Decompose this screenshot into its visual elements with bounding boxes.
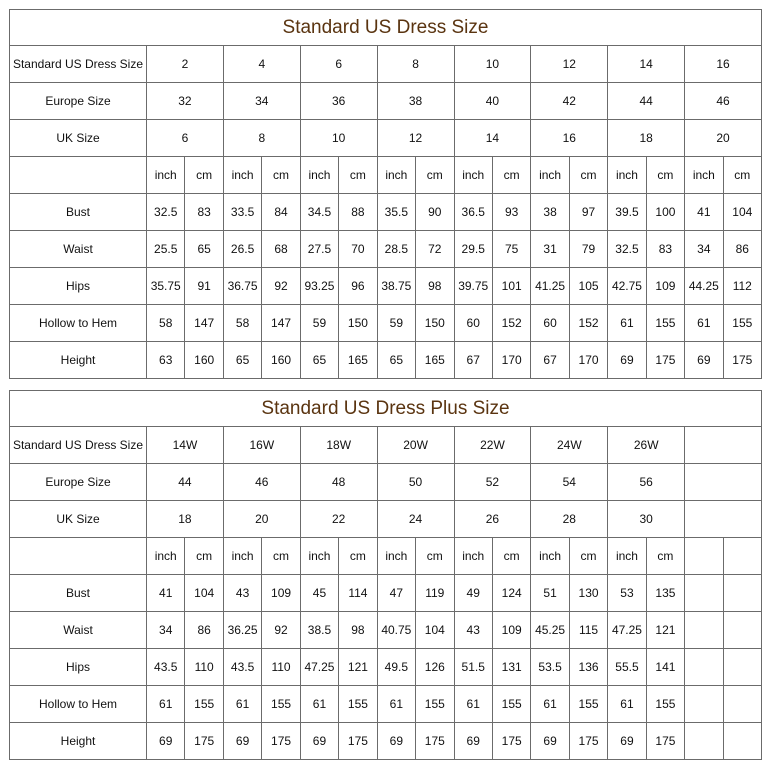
europe-size-cell: 44 <box>608 83 685 120</box>
height-value: 69 <box>531 723 569 760</box>
standard-size-table <box>9 45 762 379</box>
height-value: 160 <box>185 342 223 379</box>
hollow-to-hem-value: 155 <box>569 686 607 723</box>
height-value: 69 <box>608 723 646 760</box>
us-size-cell: 20W <box>377 427 454 464</box>
bust-value: 90 <box>416 194 454 231</box>
europe-size-cell: 54 <box>531 464 608 501</box>
hips-value: 141 <box>646 649 684 686</box>
hips-value: 131 <box>492 649 530 686</box>
europe-size-cell: 42 <box>531 83 608 120</box>
hips-value: 47.25 <box>300 649 338 686</box>
hollow-to-hem-value: 61 <box>147 686 185 723</box>
bust-value: 53 <box>608 575 646 612</box>
europe-size-cell: 48 <box>300 464 377 501</box>
bust-value: 34.5 <box>300 194 338 231</box>
us-size-cell: 26W <box>608 427 685 464</box>
europe-size-cell: 44 <box>147 464 224 501</box>
hollow-to-hem-row <box>10 686 762 723</box>
waist-value: 65 <box>185 231 223 268</box>
hips-value: 43.5 <box>147 649 185 686</box>
hips-value: 53.5 <box>531 649 569 686</box>
hips-value: 101 <box>492 268 530 305</box>
unit-inch: inch <box>531 157 569 194</box>
us-size-cell: 14W <box>147 427 224 464</box>
waist-value: 31 <box>531 231 569 268</box>
hollow-to-hem-value: 150 <box>416 305 454 342</box>
hollow-to-hem-value: 147 <box>262 305 300 342</box>
hips-value: 92 <box>262 268 300 305</box>
hips-value <box>723 649 761 686</box>
waist-value: 68 <box>262 231 300 268</box>
bust-label: Bust <box>10 194 147 231</box>
height-value: 165 <box>339 342 377 379</box>
us-size-row <box>10 46 762 83</box>
hips-value: 126 <box>416 649 454 686</box>
hips-row <box>10 268 762 305</box>
waist-value: 27.5 <box>300 231 338 268</box>
height-value <box>685 723 723 760</box>
bust-value: 38 <box>531 194 569 231</box>
height-value: 69 <box>300 723 338 760</box>
bust-value: 135 <box>646 575 684 612</box>
unit-inch: inch <box>685 157 723 194</box>
us-size-label: Standard US Dress Size <box>10 46 147 83</box>
uk-size-label: UK Size <box>10 120 147 157</box>
height-value: 63 <box>147 342 185 379</box>
us-size-cell: 22W <box>454 427 531 464</box>
units-row <box>10 538 762 575</box>
europe-size-cell: 50 <box>377 464 454 501</box>
bust-value: 35.5 <box>377 194 415 231</box>
uk-size-row <box>10 501 762 538</box>
unit-cm: cm <box>646 538 684 575</box>
unit-inch: inch <box>531 538 569 575</box>
height-value: 69 <box>685 342 723 379</box>
europe-size-cell <box>685 464 762 501</box>
uk-size-cell: 14 <box>454 120 531 157</box>
bust-value: 93 <box>492 194 530 231</box>
europe-size-label: Europe Size <box>10 83 147 120</box>
height-value: 69 <box>608 342 646 379</box>
bust-value: 100 <box>646 194 684 231</box>
bust-value: 45 <box>300 575 338 612</box>
hollow-to-hem-value <box>685 686 723 723</box>
us-size-cell <box>685 427 762 464</box>
height-value: 69 <box>454 723 492 760</box>
bust-value: 47 <box>377 575 415 612</box>
unit-inch: inch <box>147 157 185 194</box>
bust-value: 43 <box>223 575 261 612</box>
waist-value: 36.25 <box>223 612 261 649</box>
height-value: 65 <box>377 342 415 379</box>
hips-value: 93.25 <box>300 268 338 305</box>
europe-size-row <box>10 464 762 501</box>
us-size-row <box>10 427 762 464</box>
hips-value: 112 <box>723 268 761 305</box>
uk-size-cell: 10 <box>300 120 377 157</box>
waist-value: 34 <box>147 612 185 649</box>
europe-size-cell: 34 <box>223 83 300 120</box>
hollow-to-hem-label: Hollow to Hem <box>10 686 147 723</box>
bust-value: 41 <box>685 194 723 231</box>
uk-size-cell: 16 <box>531 120 608 157</box>
bust-value: 33.5 <box>223 194 261 231</box>
waist-row <box>10 231 762 268</box>
hips-value: 41.25 <box>531 268 569 305</box>
hips-value: 39.75 <box>454 268 492 305</box>
waist-value: 43 <box>454 612 492 649</box>
height-value: 165 <box>416 342 454 379</box>
bust-value: 36.5 <box>454 194 492 231</box>
unit-cm: cm <box>723 157 761 194</box>
height-value: 175 <box>646 723 684 760</box>
height-value: 67 <box>531 342 569 379</box>
plus-chart-title: Standard US Dress Plus Size <box>9 390 762 426</box>
hollow-to-hem-value: 61 <box>608 305 646 342</box>
height-value: 170 <box>492 342 530 379</box>
height-value: 65 <box>223 342 261 379</box>
hollow-to-hem-value: 60 <box>454 305 492 342</box>
unit-cm: cm <box>569 157 607 194</box>
unit-inch: inch <box>223 157 261 194</box>
europe-size-cell: 32 <box>147 83 224 120</box>
height-value: 170 <box>569 342 607 379</box>
waist-label: Waist <box>10 612 147 649</box>
uk-size-cell: 20 <box>223 501 300 538</box>
height-value: 175 <box>339 723 377 760</box>
hips-value: 43.5 <box>223 649 261 686</box>
hips-value: 44.25 <box>685 268 723 305</box>
waist-value: 45.25 <box>531 612 569 649</box>
bust-value: 119 <box>416 575 454 612</box>
bust-value: 51 <box>531 575 569 612</box>
uk-size-label: UK Size <box>10 501 147 538</box>
hips-label: Hips <box>10 268 147 305</box>
empty-cell <box>723 538 761 575</box>
us-size-label: Standard US Dress Size <box>10 427 147 464</box>
waist-value: 34 <box>685 231 723 268</box>
unit-inch: inch <box>377 157 415 194</box>
hollow-to-hem-value: 155 <box>646 305 684 342</box>
waist-value: 72 <box>416 231 454 268</box>
unit-inch: inch <box>608 157 646 194</box>
bust-row <box>10 194 762 231</box>
hips-value: 55.5 <box>608 649 646 686</box>
hips-value: 110 <box>262 649 300 686</box>
waist-value: 104 <box>416 612 454 649</box>
us-size-cell: 4 <box>223 46 300 83</box>
hollow-to-hem-row <box>10 305 762 342</box>
unit-inch: inch <box>300 538 338 575</box>
uk-size-cell: 22 <box>300 501 377 538</box>
europe-size-cell: 46 <box>685 83 762 120</box>
unit-inch: inch <box>454 157 492 194</box>
hollow-to-hem-value: 155 <box>416 686 454 723</box>
uk-size-cell: 6 <box>147 120 224 157</box>
us-size-cell: 16W <box>223 427 300 464</box>
hollow-to-hem-value: 155 <box>492 686 530 723</box>
us-size-cell: 14 <box>608 46 685 83</box>
uk-size-cell: 18 <box>147 501 224 538</box>
waist-value: 109 <box>492 612 530 649</box>
uk-size-cell: 8 <box>223 120 300 157</box>
unit-cm: cm <box>646 157 684 194</box>
bust-label: Bust <box>10 575 147 612</box>
us-size-cell: 2 <box>147 46 224 83</box>
hollow-to-hem-value: 155 <box>262 686 300 723</box>
height-value: 67 <box>454 342 492 379</box>
waist-value: 70 <box>339 231 377 268</box>
europe-size-cell: 38 <box>377 83 454 120</box>
plus-size-chart <box>9 390 762 760</box>
hollow-to-hem-value: 61 <box>377 686 415 723</box>
uk-size-cell: 18 <box>608 120 685 157</box>
waist-value: 98 <box>339 612 377 649</box>
height-value: 65 <box>300 342 338 379</box>
hips-value: 136 <box>569 649 607 686</box>
height-value: 69 <box>377 723 415 760</box>
bust-value: 109 <box>262 575 300 612</box>
height-value: 69 <box>223 723 261 760</box>
us-size-cell: 8 <box>377 46 454 83</box>
height-value: 175 <box>646 342 684 379</box>
unit-cm: cm <box>569 538 607 575</box>
uk-size-cell: 30 <box>608 501 685 538</box>
unit-cm: cm <box>262 538 300 575</box>
europe-size-cell: 40 <box>454 83 531 120</box>
unit-cm: cm <box>339 157 377 194</box>
hips-value <box>685 649 723 686</box>
unit-cm: cm <box>492 157 530 194</box>
hollow-to-hem-value: 155 <box>646 686 684 723</box>
waist-value: 40.75 <box>377 612 415 649</box>
hollow-to-hem-value: 155 <box>723 305 761 342</box>
waist-value: 28.5 <box>377 231 415 268</box>
waist-value: 75 <box>492 231 530 268</box>
hollow-to-hem-value: 61 <box>608 686 646 723</box>
bust-value: 41 <box>147 575 185 612</box>
hips-label: Hips <box>10 649 147 686</box>
hips-value: 96 <box>339 268 377 305</box>
waist-value: 47.25 <box>608 612 646 649</box>
bust-value: 49 <box>454 575 492 612</box>
unit-cm: cm <box>416 538 454 575</box>
waist-value: 79 <box>569 231 607 268</box>
hips-value: 105 <box>569 268 607 305</box>
hollow-to-hem-label: Hollow to Hem <box>10 305 147 342</box>
height-value: 69 <box>147 723 185 760</box>
europe-size-cell: 56 <box>608 464 685 501</box>
bust-value: 104 <box>723 194 761 231</box>
waist-value: 86 <box>723 231 761 268</box>
plus-size-table <box>9 426 762 760</box>
uk-size-cell: 26 <box>454 501 531 538</box>
uk-size-cell: 12 <box>377 120 454 157</box>
bust-value: 104 <box>185 575 223 612</box>
europe-size-label: Europe Size <box>10 464 147 501</box>
us-size-cell: 24W <box>531 427 608 464</box>
height-label: Height <box>10 723 147 760</box>
hollow-to-hem-value: 61 <box>300 686 338 723</box>
waist-value: 26.5 <box>223 231 261 268</box>
hips-value: 98 <box>416 268 454 305</box>
height-value: 175 <box>492 723 530 760</box>
bust-value: 84 <box>262 194 300 231</box>
height-label: Height <box>10 342 147 379</box>
hollow-to-hem-value: 58 <box>147 305 185 342</box>
hips-value: 121 <box>339 649 377 686</box>
hips-value: 51.5 <box>454 649 492 686</box>
standard-size-chart <box>9 9 762 379</box>
height-row <box>10 723 762 760</box>
standard-chart-title: Standard US Dress Size <box>9 9 762 45</box>
height-value: 175 <box>416 723 454 760</box>
hollow-to-hem-value <box>723 686 761 723</box>
europe-size-cell: 52 <box>454 464 531 501</box>
height-row <box>10 342 762 379</box>
bust-value: 32.5 <box>147 194 185 231</box>
waist-value <box>723 612 761 649</box>
bust-value <box>723 575 761 612</box>
hips-row <box>10 649 762 686</box>
hips-value: 35.75 <box>147 268 185 305</box>
hollow-to-hem-value: 152 <box>492 305 530 342</box>
hips-value: 38.75 <box>377 268 415 305</box>
hollow-to-hem-value: 150 <box>339 305 377 342</box>
waist-value <box>685 612 723 649</box>
unit-cm: cm <box>185 538 223 575</box>
unit-inch: inch <box>454 538 492 575</box>
waist-value: 32.5 <box>608 231 646 268</box>
bust-value <box>685 575 723 612</box>
units-label-empty <box>10 157 147 194</box>
units-label-empty <box>10 538 147 575</box>
hollow-to-hem-value: 59 <box>377 305 415 342</box>
waist-label: Waist <box>10 231 147 268</box>
uk-size-cell: 20 <box>685 120 762 157</box>
europe-size-cell: 46 <box>223 464 300 501</box>
hollow-to-hem-value: 152 <box>569 305 607 342</box>
waist-row <box>10 612 762 649</box>
bust-row <box>10 575 762 612</box>
waist-value: 29.5 <box>454 231 492 268</box>
uk-size-cell <box>685 501 762 538</box>
hollow-to-hem-value: 59 <box>300 305 338 342</box>
europe-size-cell: 36 <box>300 83 377 120</box>
height-value: 175 <box>723 342 761 379</box>
bust-value: 124 <box>492 575 530 612</box>
empty-cell <box>685 538 723 575</box>
hollow-to-hem-value: 147 <box>185 305 223 342</box>
hollow-to-hem-value: 155 <box>185 686 223 723</box>
waist-value: 25.5 <box>147 231 185 268</box>
us-size-cell: 10 <box>454 46 531 83</box>
unit-cm: cm <box>262 157 300 194</box>
unit-inch: inch <box>608 538 646 575</box>
hollow-to-hem-value: 61 <box>223 686 261 723</box>
height-value: 175 <box>262 723 300 760</box>
height-value: 175 <box>185 723 223 760</box>
hips-value: 36.75 <box>223 268 261 305</box>
waist-value: 38.5 <box>300 612 338 649</box>
height-value: 160 <box>262 342 300 379</box>
hollow-to-hem-value: 155 <box>339 686 377 723</box>
units-row <box>10 157 762 194</box>
hips-value: 42.75 <box>608 268 646 305</box>
unit-inch: inch <box>147 538 185 575</box>
us-size-cell: 16 <box>685 46 762 83</box>
bust-value: 97 <box>569 194 607 231</box>
hollow-to-hem-value: 58 <box>223 305 261 342</box>
hips-value: 109 <box>646 268 684 305</box>
bust-value: 114 <box>339 575 377 612</box>
unit-cm: cm <box>185 157 223 194</box>
hollow-to-hem-value: 61 <box>454 686 492 723</box>
waist-value: 115 <box>569 612 607 649</box>
hollow-to-hem-value: 60 <box>531 305 569 342</box>
waist-value: 83 <box>646 231 684 268</box>
hips-value: 110 <box>185 649 223 686</box>
waist-value: 92 <box>262 612 300 649</box>
europe-size-row <box>10 83 762 120</box>
height-value: 175 <box>569 723 607 760</box>
hollow-to-hem-value: 61 <box>531 686 569 723</box>
unit-cm: cm <box>416 157 454 194</box>
hips-value: 49.5 <box>377 649 415 686</box>
uk-size-cell: 24 <box>377 501 454 538</box>
unit-inch: inch <box>223 538 261 575</box>
waist-value: 86 <box>185 612 223 649</box>
hips-value: 91 <box>185 268 223 305</box>
height-value <box>723 723 761 760</box>
bust-value: 88 <box>339 194 377 231</box>
unit-inch: inch <box>300 157 338 194</box>
us-size-cell: 18W <box>300 427 377 464</box>
unit-cm: cm <box>339 538 377 575</box>
bust-value: 130 <box>569 575 607 612</box>
hollow-to-hem-value: 61 <box>685 305 723 342</box>
unit-inch: inch <box>377 538 415 575</box>
bust-value: 39.5 <box>608 194 646 231</box>
us-size-cell: 6 <box>300 46 377 83</box>
waist-value: 121 <box>646 612 684 649</box>
bust-value: 83 <box>185 194 223 231</box>
us-size-cell: 12 <box>531 46 608 83</box>
uk-size-cell: 28 <box>531 501 608 538</box>
unit-cm: cm <box>492 538 530 575</box>
uk-size-row <box>10 120 762 157</box>
